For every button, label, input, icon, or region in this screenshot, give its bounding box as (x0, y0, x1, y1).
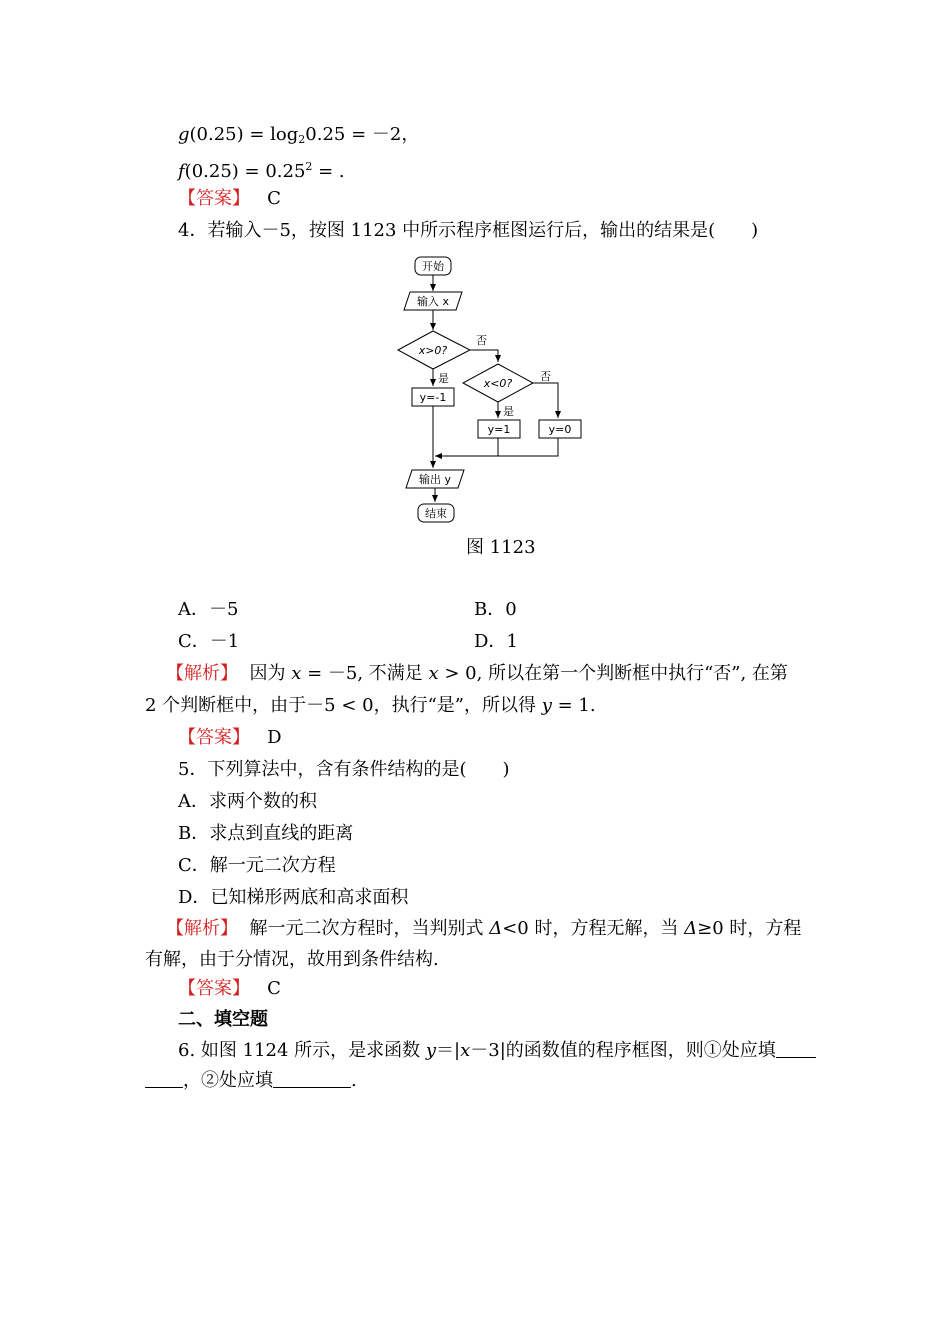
q4-stem: 4．若输入－5，按图 1123 中所示程序框图运行后，输出的结果是( ) (178, 220, 759, 241)
q5-option-d: D．已知梯形两底和高求面积 (178, 887, 409, 908)
q4-option-d: D．1 (474, 631, 518, 652)
q4-answer: 【答案】 D (178, 727, 282, 748)
yes2-label: 是 (503, 405, 514, 418)
blank-1-start (776, 1039, 816, 1058)
start-label: 开始 (422, 260, 444, 273)
blank-1-end (145, 1069, 183, 1088)
cond1-label: x>0? (418, 344, 448, 357)
answer-tag: 【答案】 (178, 727, 250, 748)
answer-tag: 【答案】 (178, 188, 250, 209)
q3-g-line: $g(0.25) = \log_20.25 = -2$， (178, 124, 420, 146)
q5-analysis-line2: 有解，由于分情况，故用到条件结构. (145, 949, 439, 970)
q5-option-b: B．求点到直线的距离 (178, 823, 354, 844)
q4-analysis-line2: 2 个判断框中，由于－5 < 0，执行“是”，所以得 y = 1. (145, 695, 596, 716)
end-label: 结束 (425, 507, 447, 520)
no2-label: 否 (540, 370, 551, 383)
cond2-label: x<0? (483, 377, 513, 390)
q6-line1: 6. 如图 1124 所示，是求函数 y＝|x－3|的函数值的程序框图，则①处应填 (178, 1039, 816, 1063)
figure-caption: 图 1123 (466, 537, 536, 558)
q6-line2: ，②处应填 . (145, 1069, 357, 1093)
answer-tag: 【答案】 (178, 978, 250, 999)
y-zero-label: y=0 (548, 423, 572, 436)
no1-label: 否 (476, 334, 487, 347)
q5-stem: 5．下列算法中，含有条件结构的是( ) (178, 759, 510, 780)
flowchart (390, 252, 590, 532)
input-label: 输入 x (416, 295, 450, 308)
analysis-tag: 【解析】 (166, 918, 238, 939)
q4-option-b: B．0 (474, 599, 517, 620)
q5-option-a: A．求两个数的积 (178, 791, 317, 812)
y-neg-label: y=-1 (419, 391, 447, 404)
yes1-label: 是 (438, 372, 449, 385)
q5-answer: 【答案】 C (178, 978, 281, 999)
analysis-tag: 【解析】 (166, 663, 238, 684)
q4-analysis-line1: 【解析】 因为 x = －5, 不满足 x > 0, 所以在第一个判断框中执行“否”, 在第 (166, 663, 788, 684)
q3-f-line: $f(0.25) = 0.25^2$ = . (178, 160, 345, 182)
q5-option-c: C．解一元二次方程 (178, 855, 336, 876)
blank-2 (273, 1069, 351, 1088)
q4-option-a: A．－5 (178, 599, 239, 620)
section-heading: 二、填空题 (178, 1009, 268, 1030)
q3-answer: 【答案】 C (178, 188, 281, 209)
q4-option-c: C．－1 (178, 631, 240, 652)
output-label: 输出 y (418, 473, 452, 486)
q5-analysis-line1: 【解析】 解一元二次方程时，当判别式 Δ<0 时，方程无解，当 Δ≥0 时，方程 (166, 918, 802, 939)
y-pos-label: y=1 (487, 423, 511, 436)
